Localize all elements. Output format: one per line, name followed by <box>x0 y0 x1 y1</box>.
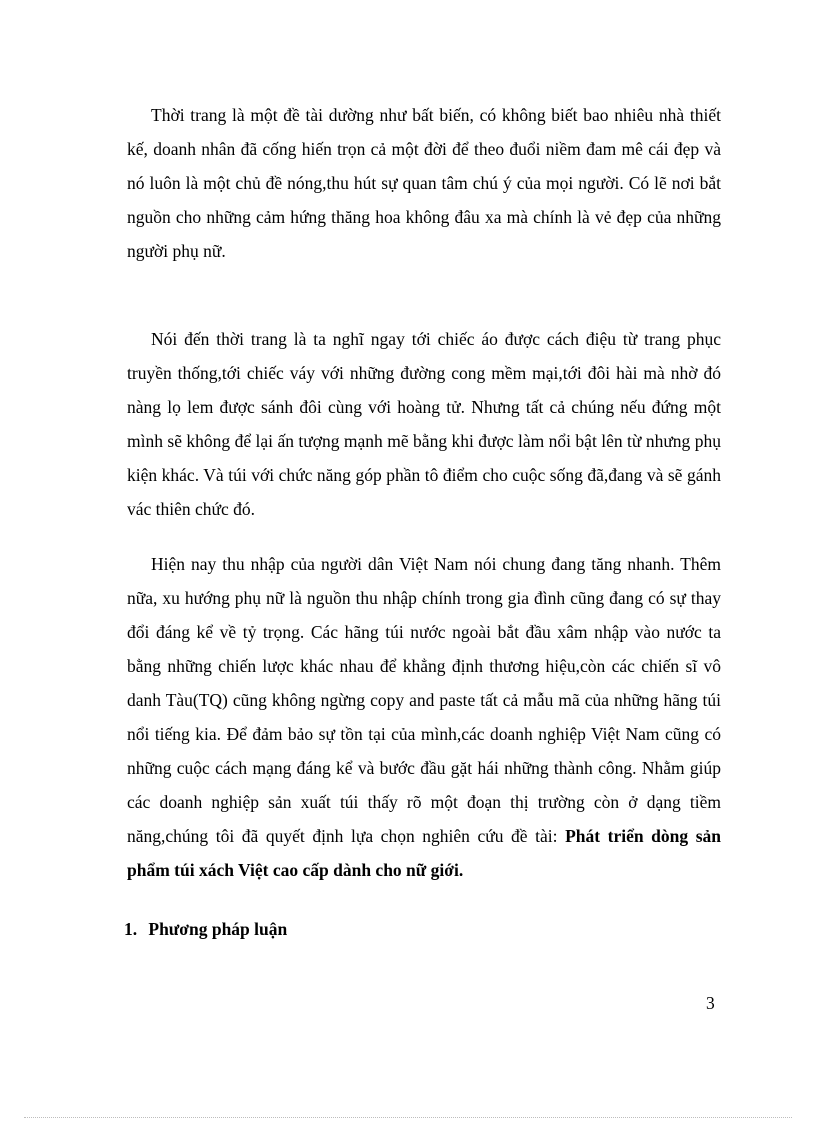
section-number: 1. <box>124 919 138 939</box>
paragraph-fashion-text: Nói đến thời trang là ta nghĩ ngay tới chiếc áo được cách điệu từ trang phục truyền thống,tới chiếc váy với những đường cong mềm mại,tới đôi hài mà nhờ đó nàng lọ lem được sánh đôi cùng với hoàng tử. Nhưng tất cả chúng nếu đứng một mình sẽ không để lại ấn tượng mạnh mẽ bằng khi được làm nổi bật lên từ nhưng phụ kiện khác. Và túi với chức năng góp phần tô điểm cho cuộc sống đã,đang và sẽ gánh vác thiên chức đó. <box>127 329 721 519</box>
paragraph-topic-text: Hiện nay thu nhập của người dân Việt Nam nói chung đang tăng nhanh. Thêm nữa, xu hướng phụ nữ là nguồn thu nhập chính trong gia đình cũng đang có sự thay đổi đáng kể về tỷ trọng. Các hãng túi nước ngoài bắt đầu xâm nhập vào nước ta bằng những chiến lược khác nhau để khẳng định thương hiệu,còn các chiến sĩ vô danh Tàu(TQ) cũng không ngừng copy and paste tất cả mẫu mã của những hãng túi nổi tiếng kia. Để đảm bảo sự tồn tại của mình,các doanh nghiệp Việt Nam cũng có những cuộc cách mạng đáng kể và bước đầu gặt hái những thành công. Nhằm giúp các doanh nghiệp sản xuất túi thấy rõ một đoạn thị trường còn ở dạng tiềm năng,chúng tôi đã quyết định lựa chọn nghiên cứu đề tài: <box>127 554 721 846</box>
topic-title: Phát triển dòng sản phẩm túi xách Việt cao cấp dành cho nữ giới. <box>127 826 721 880</box>
paragraph-intro-text: Thời trang là một đề tài dường như bất biến, có không biết bao nhiêu nhà thiết kế, doanh nhân đã cống hiến trọn cả một đời để theo đuổi niềm đam mê cái đẹp và nó luôn là một chủ đề nóng,thu hút sự quan tâm chú ý của mọi người. Có lẽ nơi bắt nguồn cho những cảm hứng thăng hoa không đâu xa mà chính là vẻ đẹp của những người phụ nữ. <box>127 105 721 261</box>
page-bottom-divider <box>24 1117 792 1118</box>
paragraph-fashion <box>127 322 721 526</box>
paragraph-intro <box>127 98 721 268</box>
paragraph-topic <box>127 547 721 887</box>
page-number: 3 <box>706 993 715 1013</box>
section-heading <box>124 912 287 946</box>
section-title: Phương pháp luận <box>148 919 288 939</box>
